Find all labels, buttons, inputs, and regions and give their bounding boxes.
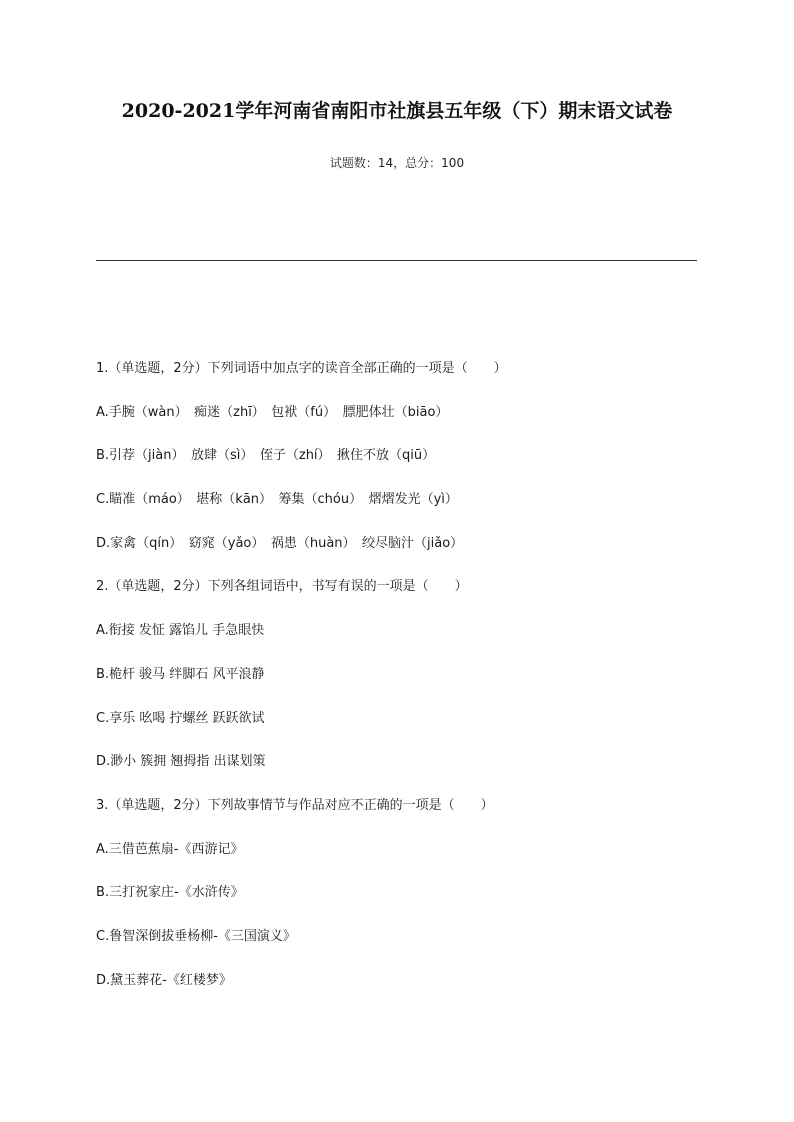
option-c: C.鲁智深倒拔垂杨柳-《三国演义》 (96, 928, 296, 944)
option-d: D.家禽（qín） 窈窕（yǎo） 祸患（huàn） 绞尽脑汁（jiǎo） (96, 535, 464, 551)
option-d: D.黛玉葬花-《红楼梦》 (96, 972, 232, 988)
question-stem: 2.（单选题，2分）下列各组词语中，书写有误的一项是（ ） (96, 579, 468, 595)
option-b: B.三打祝家庄-《水浒传》 (96, 885, 244, 901)
question-2 (96, 576, 696, 794)
option-d: D.渺小 簇拥 翘拇指 出谋划策 (96, 754, 266, 770)
question-list (96, 358, 696, 1013)
header-divider (96, 260, 697, 261)
option-b: B.桅杆 骏马 绊脚石 风平浪静 (96, 666, 265, 682)
document-title: 2020-2021学年河南省南阳市社旗县五年级（下）期末语文试卷 (121, 100, 673, 122)
option-a: A.手腕（wàn） 痴迷（zhī） 包袱（fú） 膘肥体壮（biāo） (96, 404, 449, 420)
question-1 (96, 358, 696, 576)
question-stem: 3.（单选题，2分）下列故事情节与作品对应不正确的一项是（ ） (96, 797, 494, 813)
option-c: C.瞄准（máo） 堪称（kān） 筹集（chóu） 熠熠发光（yì） (96, 492, 458, 508)
option-a: A.衔接 发怔 露馅儿 手急眼快 (96, 623, 265, 639)
option-c: C.享乐 吆喝 拧螺丝 跃跃欲试 (96, 710, 265, 726)
question-stem: 1.（单选题，2分）下列词语中加点字的读音全部正确的一项是（ ） (96, 361, 507, 376)
option-b: B.引荐（jiàn） 放肆（sì） 侄子（zhí） 揪住不放（qiū） (96, 448, 436, 464)
question-summary: 试题数：14，总分：100 (329, 156, 465, 170)
question-3 (96, 795, 696, 1013)
option-a: A.三借芭蕉扇-《西游记》 (96, 841, 244, 857)
